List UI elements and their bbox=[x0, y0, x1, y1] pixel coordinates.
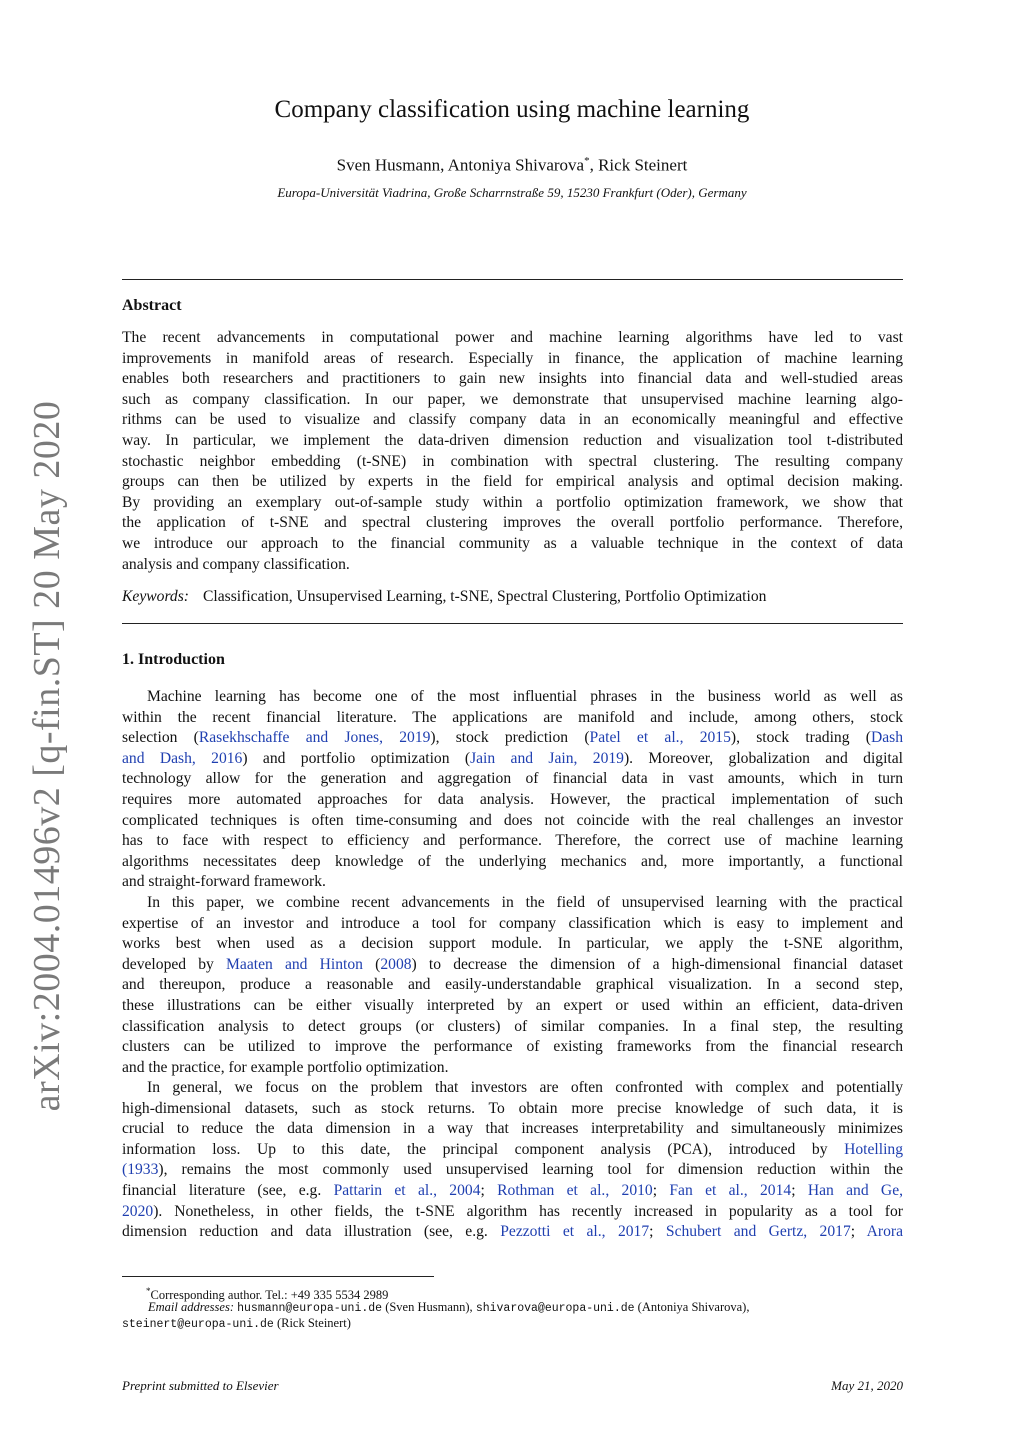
text-line: dimension reduction and data illustration (see, e.g. Pezzotti et al., 2017; Schubert and Gertz, 2017; Arora bbox=[122, 1223, 903, 1241]
citation-link[interactable]: Maaten and Hinton bbox=[226, 955, 363, 973]
intro-paragraph-2 bbox=[122, 893, 903, 1078]
abstract-line: the application of t-SNE and spectral clustering improves the overall portfolio performance. Therefore, bbox=[122, 514, 903, 532]
abstract-heading: Abstract bbox=[122, 297, 182, 314]
author-steinert: , Rick Steinert bbox=[589, 155, 688, 175]
text-line: and thereupon, produce a reasonable and easily-understandable graphical visualization. In a second step, bbox=[122, 976, 903, 994]
email-link-shivarova[interactable]: shivarova@europa-uni.de bbox=[475, 1302, 635, 1315]
text-line: selection (Rasekhschaffe and Jones, 2019), stock prediction (Patel et al., 2015), stock trading (Dash bbox=[122, 729, 903, 747]
text-line: technology allow for the generation and aggregation of financial data in vast amounts, which in turn bbox=[122, 770, 903, 788]
text-line: developed by Maaten and Hinton (2008) to decrease the dimension of a high-dimensional financial dataset bbox=[122, 955, 903, 973]
text-line: and Dash, 2016) and portfolio optimization (Jain and Jain, 2019). Moreover, globalization and digital bbox=[122, 749, 903, 767]
text-line: algorithms necessitates deep knowledge of the underlying mechanics and, more importantly, a functional bbox=[122, 852, 903, 870]
affiliation: Europa-Universität Viadrina, Große Scharrnstraße 59, 15230 Frankfurt (Oder), Germany bbox=[277, 185, 747, 200]
paper-title: Company classification using machine learning bbox=[274, 96, 750, 123]
email-link-husmann[interactable]: husmann@europa-uni.de bbox=[237, 1302, 383, 1315]
citation-link[interactable]: Dash bbox=[870, 729, 903, 747]
citation-link[interactable]: Pezzotti et al., 2017 bbox=[500, 1223, 650, 1241]
citation-link[interactable]: Patel et al., 2015 bbox=[589, 729, 731, 747]
text-line: crucial to reduce the data dimension in a way that increases interpretability and simultaneously minimizes bbox=[122, 1120, 903, 1138]
text-line: clusters can be utilized to improve the performance of existing frameworks from the financial research bbox=[122, 1038, 903, 1056]
text-line: and straight-forward framework. bbox=[122, 873, 326, 891]
text-line: In general, we focus on the problem that investors are often confronted with complex and potentially bbox=[147, 1079, 903, 1096]
footer-preprint-note: Preprint submitted to Elsevier bbox=[122, 1378, 279, 1393]
text-line: requires more automated approaches for data analysis. However, the practical implementation of such bbox=[122, 790, 903, 808]
author-husmann: Sven Husmann, bbox=[336, 155, 448, 175]
intro-paragraph-1 bbox=[122, 687, 903, 893]
abstract-line: stochastic neighbor embedding (t-SNE) in combination with spectral clustering. The resulting company bbox=[122, 452, 903, 470]
citation-link[interactable]: 2008 bbox=[380, 955, 412, 973]
email-label: Email addresses: bbox=[148, 1300, 234, 1314]
abstract-line: we introduce our approach to the financial community as a valuable technique in the context of data bbox=[122, 534, 903, 552]
text-line: 2020). Nonetheless, in other fields, the t-SNE algorithm has recently increased in popularity as a tool for bbox=[122, 1202, 903, 1220]
text-line: high-dimensional datasets, such as stock returns. To obtain more precise knowledge of such data, it is bbox=[122, 1099, 903, 1117]
text-line: works best when used as a decision support module. In particular, we apply the t-SNE algorithm, bbox=[122, 935, 903, 953]
abstract-body bbox=[122, 328, 903, 575]
section-heading-introduction: 1. Introduction bbox=[122, 651, 225, 668]
intro-paragraph-3 bbox=[122, 1078, 903, 1243]
citation-link[interactable]: Arora bbox=[866, 1223, 903, 1241]
abstract-line: such as company classification. In our paper, we demonstrate that unsupervised machine learning algo- bbox=[122, 390, 903, 408]
abstract-line: improvements in manifold areas of research. Especially in finance, the application of machine learning bbox=[122, 349, 903, 367]
footnote-rule bbox=[122, 1276, 434, 1277]
text-line: complicated techniques is often time-consuming and does not coincide with the real challenges an investor bbox=[122, 811, 903, 829]
citation-link[interactable]: 2020 bbox=[122, 1202, 154, 1220]
citation-link[interactable]: and Dash, 2016 bbox=[122, 749, 243, 767]
abstract-line: groups can then be utilized by experts in the field for empirical analysis and optimal decision making. bbox=[122, 473, 903, 491]
text-line: (1933), remains the most commonly used unsupervised learning tool for dimension reduction within the bbox=[122, 1161, 903, 1179]
text-line: classification analysis to detect groups (or clusters) of similar companies. In a final step, the resulting bbox=[122, 1017, 903, 1035]
email-link-steinert[interactable]: steinert@europa-uni.de bbox=[122, 1318, 274, 1331]
corresponding-author-mark[interactable]: * bbox=[584, 155, 590, 167]
text-line: In this paper, we combine recent advancements in the field of unsupervised learning with the practical bbox=[147, 894, 903, 911]
keywords-text: Classification, Unsupervised Learning, t-SNE, Spectral Clustering, Portfolio Optimization bbox=[203, 588, 767, 605]
abstract-bottom-rule bbox=[122, 623, 903, 624]
keywords-label: Keywords: bbox=[122, 588, 189, 605]
citation-link[interactable]: (1933 bbox=[122, 1161, 159, 1179]
keywords bbox=[122, 588, 766, 606]
text-line: and the practice, for example portfolio optimization. bbox=[122, 1058, 449, 1076]
abstract-line: rithms can be used to visualize and classify company data in an economically meaningful and effective bbox=[122, 411, 903, 429]
text-line: financial literature (see, e.g. Pattarin et al., 2004; Rothman et al., 2010; Fan et al., 2014; Han and Ge, bbox=[122, 1181, 904, 1199]
arxiv-stamp-text: arXiv:2004.01496v2 [q-fin.ST] 20 May 2020 bbox=[26, 400, 68, 1112]
footnote-mark: * bbox=[146, 1286, 151, 1296]
footnote-emails-cont: steinert@europa-uni.de (Rick Steinert) bbox=[122, 1316, 351, 1331]
arxiv-identifier-stamp bbox=[22, 400, 72, 1112]
citation-link[interactable]: Han and Ge, bbox=[807, 1181, 904, 1199]
citation-link[interactable]: Schubert and Gertz, 2017 bbox=[665, 1223, 851, 1241]
footnote-corresponding-text: Corresponding author. Tel.: +49 335 5534 2989 bbox=[150, 1288, 389, 1303]
footnote-emails: Email addresses: husmann@europa-uni.de (Sven Husmann), shivarova@europa-uni.de (Antoniya Shivarova), bbox=[148, 1300, 750, 1315]
text-line: has to face with respect to efficiency and performance. Therefore, the correct use of machine learning bbox=[122, 832, 903, 850]
text-line: information loss. Up to this date, the principal component analysis (PCA), introduced by Hotelling bbox=[122, 1140, 903, 1158]
citation-link[interactable]: Fan et al., 2014 bbox=[669, 1181, 792, 1199]
text-line: within the recent financial literature. The applications are manifold and include, among others, stock bbox=[122, 708, 903, 726]
citation-link[interactable]: Hotelling bbox=[844, 1140, 903, 1158]
citation-link[interactable]: Rasekhschaffe and Jones, 2019 bbox=[198, 729, 431, 747]
abstract-line: analysis and company classification. bbox=[122, 555, 350, 573]
abstract-top-rule bbox=[122, 279, 903, 280]
abstract-line: way. In particular, we implement the data-driven dimension reduction and visualization tool t-distributed bbox=[122, 431, 903, 449]
text-line: these illustrations can be either visually interpreted by an expert or used within an efficient, data-driven bbox=[122, 996, 903, 1014]
text-line: Machine learning has become one of the most influential phrases in the business world as well as bbox=[147, 688, 903, 705]
citation-link[interactable]: Rothman et al., 2010 bbox=[497, 1181, 653, 1199]
author-list bbox=[0, 155, 1024, 176]
text-line: expertise of an investor and introduce a tool for company classification which is easy to implement and bbox=[122, 914, 903, 932]
citation-link[interactable]: Pattarin et al., 2004 bbox=[333, 1181, 481, 1199]
author-shivarova: Antoniya Shivarova bbox=[447, 155, 585, 175]
abstract-line: By providing an exemplary out-of-sample study within a portfolio optimization framework, we show that bbox=[122, 493, 903, 511]
abstract-line: The recent advancements in computational power and machine learning algorithms have led to vast bbox=[122, 329, 903, 346]
citation-link[interactable]: Jain and Jain, 2019 bbox=[470, 749, 624, 767]
footer-date: May 21, 2020 bbox=[831, 1378, 903, 1393]
abstract-line: enables both researchers and practitioners to gain new insights into financial data and well-studied areas bbox=[122, 370, 903, 388]
